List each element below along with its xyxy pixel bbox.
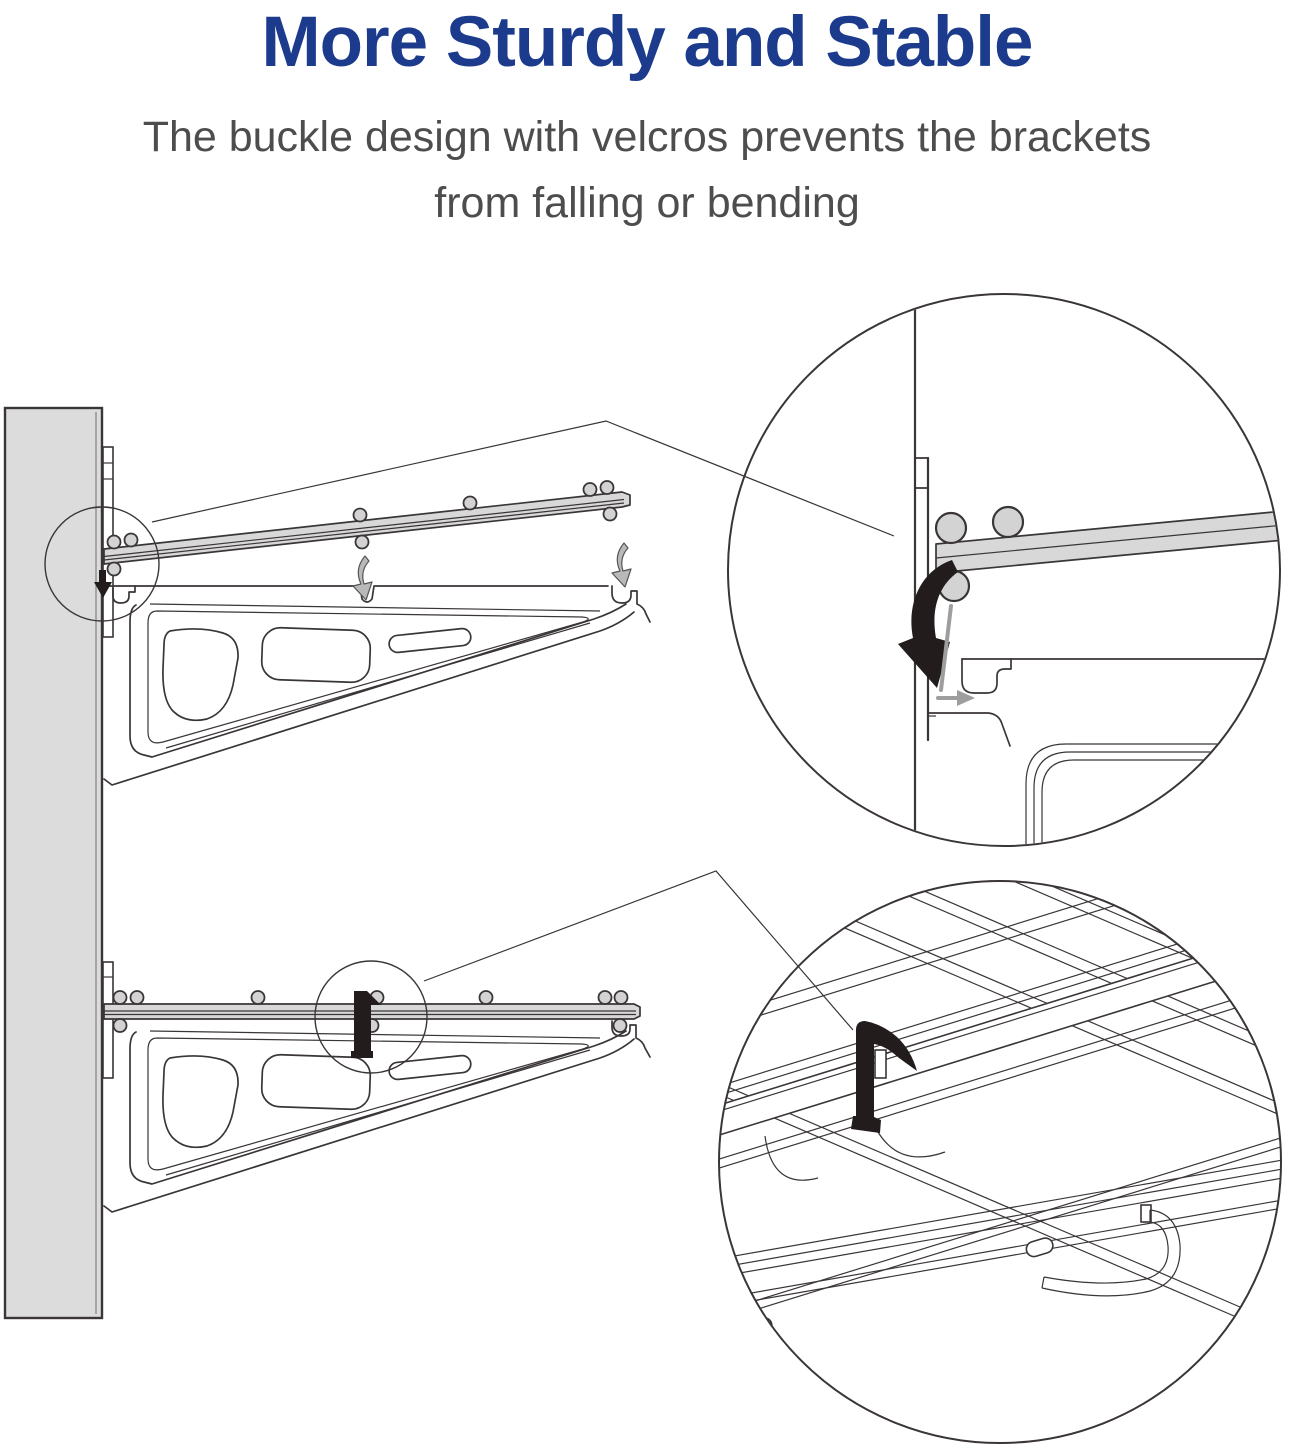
subtitle-line-1: The buckle design with velcros prevents the brackets	[142, 113, 1152, 161]
subtitle-line-2: from falling or bending	[434, 179, 860, 227]
detail-circle-upper	[728, 294, 1280, 846]
upper-bracket-exploded	[94, 570, 650, 785]
gusset-hole-capsule	[261, 627, 371, 683]
drop-arrow-icon-right	[612, 543, 631, 587]
magnifier-leader-line-upper	[152, 421, 894, 536]
wall-mount-strip-lower	[103, 962, 113, 1078]
gusset-hole-teardrop	[163, 629, 238, 720]
detail-view-hook	[898, 296, 1286, 846]
detail-view-strap	[700, 719, 1294, 1339]
wall	[5, 408, 102, 1318]
page-title: More Sturdy and Stable	[261, 3, 1033, 82]
drop-arrow-icon-left	[353, 556, 372, 600]
gusset-hole-slot	[388, 628, 471, 653]
lower-bracket-assembled	[104, 1021, 650, 1212]
